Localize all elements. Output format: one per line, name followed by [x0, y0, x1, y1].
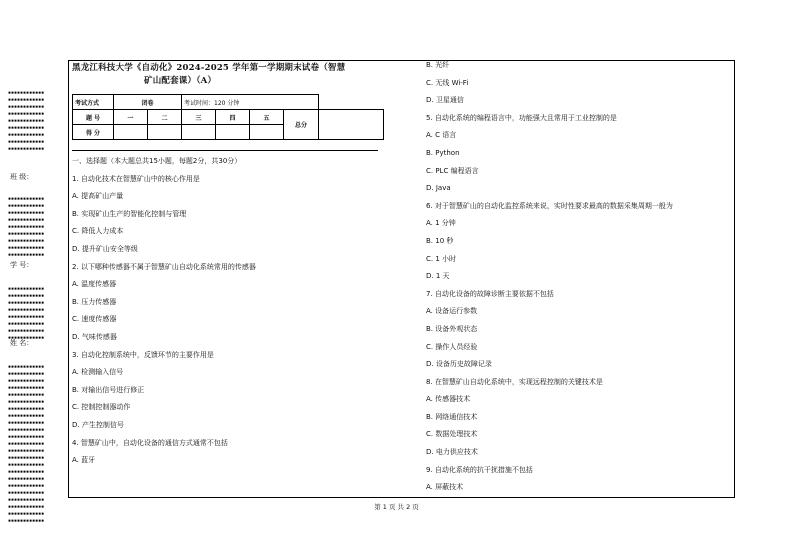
- section-heading: 一、选择题（本大题总共15小题，每题2分，共30分）: [72, 157, 242, 165]
- question-line: 1. 自动化技术在智慧矿山中的核心作用是: [72, 174, 200, 183]
- exam-time: 考试时间：120 分钟: [182, 95, 319, 110]
- option-line: D. 1 天: [426, 272, 450, 281]
- question-line: 2. 以下哪种传感器不属于智慧矿山自动化系统常用的传感器: [72, 262, 256, 271]
- section-1-header: 一: [114, 110, 148, 125]
- option-line: B. 光纤: [426, 61, 450, 69]
- option-line: A. 温度传感器: [72, 280, 117, 289]
- question-line: 6. 对于智慧矿山的自动化监控系统来说，实时性要求最高的数据采集周期一般为: [426, 201, 673, 210]
- option-line: B. 实现矿山生产的智能化控制与管理: [72, 209, 187, 218]
- question-line: 9. 自动化系统的抗干扰措施不包括: [426, 465, 533, 474]
- section-5-header: 五: [250, 110, 284, 125]
- question-no-label: 题 号: [73, 110, 114, 125]
- exam-title-line2: 矿山配套课）（A）: [144, 76, 217, 86]
- binding-dots-2: ▪▪▪▪▪▪▪▪▪▪▪▪ ▪▪▪▪▪▪▪▪▪▪▪▪ ▪▪▪▪▪▪▪▪▪▪▪▪ ▪▪▪▪▪▪▪▪▪▪▪▪ ▪▪▪▪▪▪▪▪▪▪▪▪ ▪▪▪▪▪▪▪▪▪▪▪▪ ▪▪▪▪▪▪▪▪▪▪▪▪ ▪▪▪▪▪▪▪▪▪▪▪▪ ▪▪▪▪▪▪▪▪▪▪▪▪: [8, 196, 45, 258]
- left-column: [72, 62, 384, 470]
- option-line: B. 压力传感器: [72, 297, 117, 306]
- option-line: B. Python: [426, 148, 460, 157]
- option-line: D. 气味传感器: [72, 332, 117, 341]
- total-label: 总分: [284, 110, 319, 140]
- score-cell-5[interactable]: [250, 125, 284, 140]
- binding-dots-bottom: ▪▪▪▪▪▪▪▪▪▪▪▪ ▪▪▪▪▪▪▪▪▪▪▪▪ ▪▪▪▪▪▪▪▪▪▪▪▪ ▪▪▪▪▪▪▪▪▪▪▪▪ ▪▪▪▪▪▪▪▪▪▪▪▪ ▪▪▪▪▪▪▪▪▪▪▪▪ ▪▪▪▪▪▪▪▪▪▪▪▪ ▪▪▪▪▪▪▪▪▪▪▪▪ ▪▪▪▪▪▪▪▪▪▪▪▪ ▪▪▪▪▪▪▪▪▪▪▪▪ ▪▪▪▪▪▪▪▪▪▪▪▪ ▪▪▪▪▪▪▪▪▪▪▪▪ ▪▪▪▪▪▪▪▪▪▪▪▪ ▪▪▪▪▪▪▪▪▪▪▪▪ ▪▪▪▪▪▪▪▪▪▪▪▪ ▪▪▪▪▪▪▪▪▪▪▪▪ ▪▪▪▪▪▪▪▪▪▪▪▪ ▪▪▪▪▪▪▪▪▪▪▪▪ ▪▪▪▪▪▪▪▪▪▪▪▪ ▪▪▪▪▪▪▪▪▪▪▪▪ ▪▪▪▪▪▪▪▪▪▪▪▪ ▪▪▪▪▪▪▪▪▪▪▪▪ ▪▪▪▪▪▪▪▪▪▪▪▪: [8, 364, 45, 524]
- binding-dots-3: ▪▪▪▪▪▪▪▪▪▪▪▪ ▪▪▪▪▪▪▪▪▪▪▪▪ ▪▪▪▪▪▪▪▪▪▪▪▪ ▪▪▪▪▪▪▪▪▪▪▪▪ ▪▪▪▪▪▪▪▪▪▪▪▪ ▪▪▪▪▪▪▪▪▪▪▪▪ ▪▪▪▪▪▪▪▪▪▪▪▪ ▪▪▪▪▪▪▪▪▪▪▪▪: [8, 286, 45, 341]
- score-cell-1[interactable]: [114, 125, 148, 140]
- option-line: C. 无线 Wi-Fi: [426, 78, 469, 87]
- option-line: B. 设备外观状态: [426, 324, 478, 333]
- option-line: A. 1 分钟: [426, 219, 456, 228]
- total-score-cell[interactable]: [319, 110, 384, 140]
- score-cell-2[interactable]: [148, 125, 182, 140]
- option-line: A. C 语言: [426, 131, 457, 140]
- exam-title-line1: 黑龙江科技大学《自动化》2024-2025 学年第一学期期末试卷（智慧: [72, 63, 346, 73]
- right-column: [426, 57, 731, 497]
- option-line: C. 速度传感器: [72, 315, 117, 324]
- section-2-header: 二: [148, 110, 182, 125]
- binding-margin: [8, 90, 60, 530]
- page-footer: 第 1 页 共 2 页: [374, 503, 419, 511]
- binding-dots-top: ▪▪▪▪▪▪▪▪▪▪▪▪ ▪▪▪▪▪▪▪▪▪▪▪▪ ▪▪▪▪▪▪▪▪▪▪▪▪ ▪▪▪▪▪▪▪▪▪▪▪▪ ▪▪▪▪▪▪▪▪▪▪▪▪ ▪▪▪▪▪▪▪▪▪▪▪▪ ▪▪▪▪▪▪▪▪▪▪▪▪ ▪▪▪▪▪▪▪▪▪▪▪▪ ▪▪▪▪▪▪▪▪▪▪▪▪: [8, 90, 45, 150]
- score-cell-3[interactable]: [182, 125, 216, 140]
- option-line: A. 蓝牙: [72, 456, 96, 465]
- option-line: A. 屏蔽技术: [426, 483, 464, 492]
- option-line: C. 控制控制器动作: [72, 403, 131, 412]
- class-label: 班 级：: [10, 173, 34, 181]
- score-cell-4[interactable]: [216, 125, 250, 140]
- option-line: B. 网络通信技术: [426, 412, 478, 421]
- exam-title: [72, 62, 384, 88]
- option-line: C. PLC 编程语言: [426, 166, 479, 175]
- divider: [72, 150, 378, 151]
- score-label: 得 分: [73, 125, 114, 140]
- option-line: B. 10 秒: [426, 236, 454, 245]
- question-line: 3. 自动化控制系统中，反馈环节的主要作用是: [72, 350, 214, 359]
- option-line: D. Java: [426, 184, 451, 193]
- score-table: [72, 94, 384, 140]
- option-line: A. 提高矿山产量: [72, 192, 124, 201]
- option-line: D. 提升矿山安全等级: [72, 244, 138, 253]
- option-line: A. 设备运行参数: [426, 307, 478, 316]
- question-line: 5. 自动化系统的编程语言中，功能强大且常用于工业控制的是: [426, 113, 617, 122]
- question-line: 8. 在智慧矿山自动化系统中，实现远程控制的关键技术是: [426, 377, 603, 386]
- option-line: D. 设备历史故障记录: [426, 360, 492, 369]
- option-line: C. 操作人员经验: [426, 342, 478, 351]
- section-4-header: 四: [216, 110, 250, 125]
- option-line: A. 检测输入信号: [72, 368, 124, 377]
- name-label: 姓 名：: [10, 339, 34, 347]
- question-line: 7. 自动化设备的故障诊断主要依据不包括: [426, 289, 554, 298]
- exam-type-value: 闭卷: [114, 95, 182, 110]
- option-line: C. 数据处理技术: [426, 430, 478, 439]
- exam-type-label: 考试方式: [73, 95, 114, 110]
- option-line: A. 传感器技术: [426, 395, 471, 404]
- option-line: C. 降低人力成本: [72, 227, 124, 236]
- option-line: C. 1 小时: [426, 254, 457, 263]
- option-line: D. 产生控制信号: [72, 420, 124, 429]
- option-line: D. 卫星通信: [426, 96, 464, 105]
- option-line: B. 对输出信号进行修正: [72, 385, 145, 394]
- student-id-label: 学 号：: [10, 261, 34, 269]
- option-line: D. 电力供应技术: [426, 448, 478, 457]
- question-line: 4. 智慧矿山中，自动化设备的通信方式通常不包括: [72, 438, 228, 447]
- section-3-header: 三: [182, 110, 216, 125]
